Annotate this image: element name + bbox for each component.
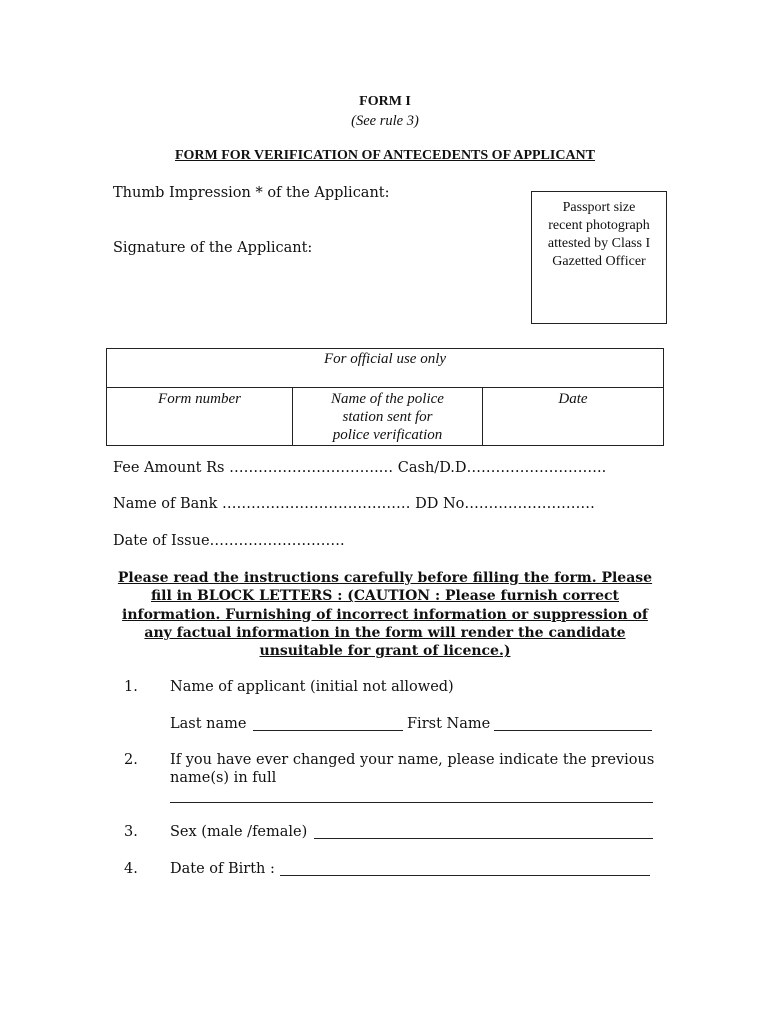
previous-name-field[interactable] [170, 802, 653, 803]
first-name-field[interactable] [494, 730, 652, 731]
last-name-field[interactable] [253, 730, 403, 731]
form-title: FORM FOR VERIFICATION OF ANTECEDENTS OF APPLICANT [174, 148, 596, 163]
date-of-birth-label: Date of Birth : [170, 861, 275, 877]
sex-label: Sex (male /female) [170, 824, 308, 840]
caution-line: information. Furnishing of incorrect information or suppression of [122, 606, 648, 623]
caution-line: any factual information in the form will render the candidate [144, 624, 626, 641]
official-use-table [106, 348, 664, 446]
caution-line: Please read the instructions carefully before filling the form. Please [117, 570, 653, 586]
item-number: 2. [124, 752, 138, 768]
date-column [483, 388, 664, 446]
sex-field[interactable] [314, 838, 653, 839]
rule-reference: (See rule 3) [351, 113, 419, 129]
official-use-title: For official use only [107, 349, 664, 388]
caution-notice [108, 569, 662, 660]
item-number: 3. [124, 824, 138, 840]
previous-name-label: If you have ever changed your name, please indicate the previous [170, 752, 655, 768]
item-number: 4. [124, 861, 138, 877]
date-of-issue-line: Date of Issue………………………. [113, 533, 345, 549]
column-header-line: police verification [332, 427, 443, 443]
column-header-line: station sent for [342, 409, 433, 425]
caution-line: unsuitable for grant of licence.) [259, 643, 511, 660]
passport-photo-box [531, 191, 667, 324]
last-name-label: Last name [170, 716, 247, 732]
signature-label: Signature of the Applicant: [113, 240, 313, 256]
column-header-line: Date [558, 391, 588, 407]
form-number: FORM I [359, 94, 411, 109]
item-number: 1. [124, 679, 138, 695]
photo-box-line: recent photograph [548, 218, 650, 233]
photo-box-line: Gazetted Officer [552, 254, 646, 269]
date-of-birth-field[interactable] [280, 875, 650, 876]
applicant-name-label: Name of applicant (initial not allowed) [170, 679, 454, 695]
photo-box-line: attested by Class I [547, 236, 651, 251]
previous-name-label-cont: name(s) in full [170, 770, 277, 786]
photo-box-line: Passport size [562, 200, 636, 215]
police-station-column [293, 388, 483, 446]
column-header-line: Form number [158, 391, 241, 407]
column-header-line: Name of the police [331, 391, 444, 407]
caution-line: fill in BLOCK LETTERS : (CAUTION : Please furnish correct [150, 588, 620, 605]
thumb-impression-label: Thumb Impression * of the Applicant: [113, 185, 390, 201]
bank-dd-line: Name of Bank ………………………………… DD No……………………… [113, 496, 595, 512]
form-number-column [107, 388, 293, 446]
first-name-label: First Name [407, 716, 491, 732]
fee-amount-line: Fee Amount Rs ………………………….… Cash/D.D……………………….. [113, 460, 607, 476]
